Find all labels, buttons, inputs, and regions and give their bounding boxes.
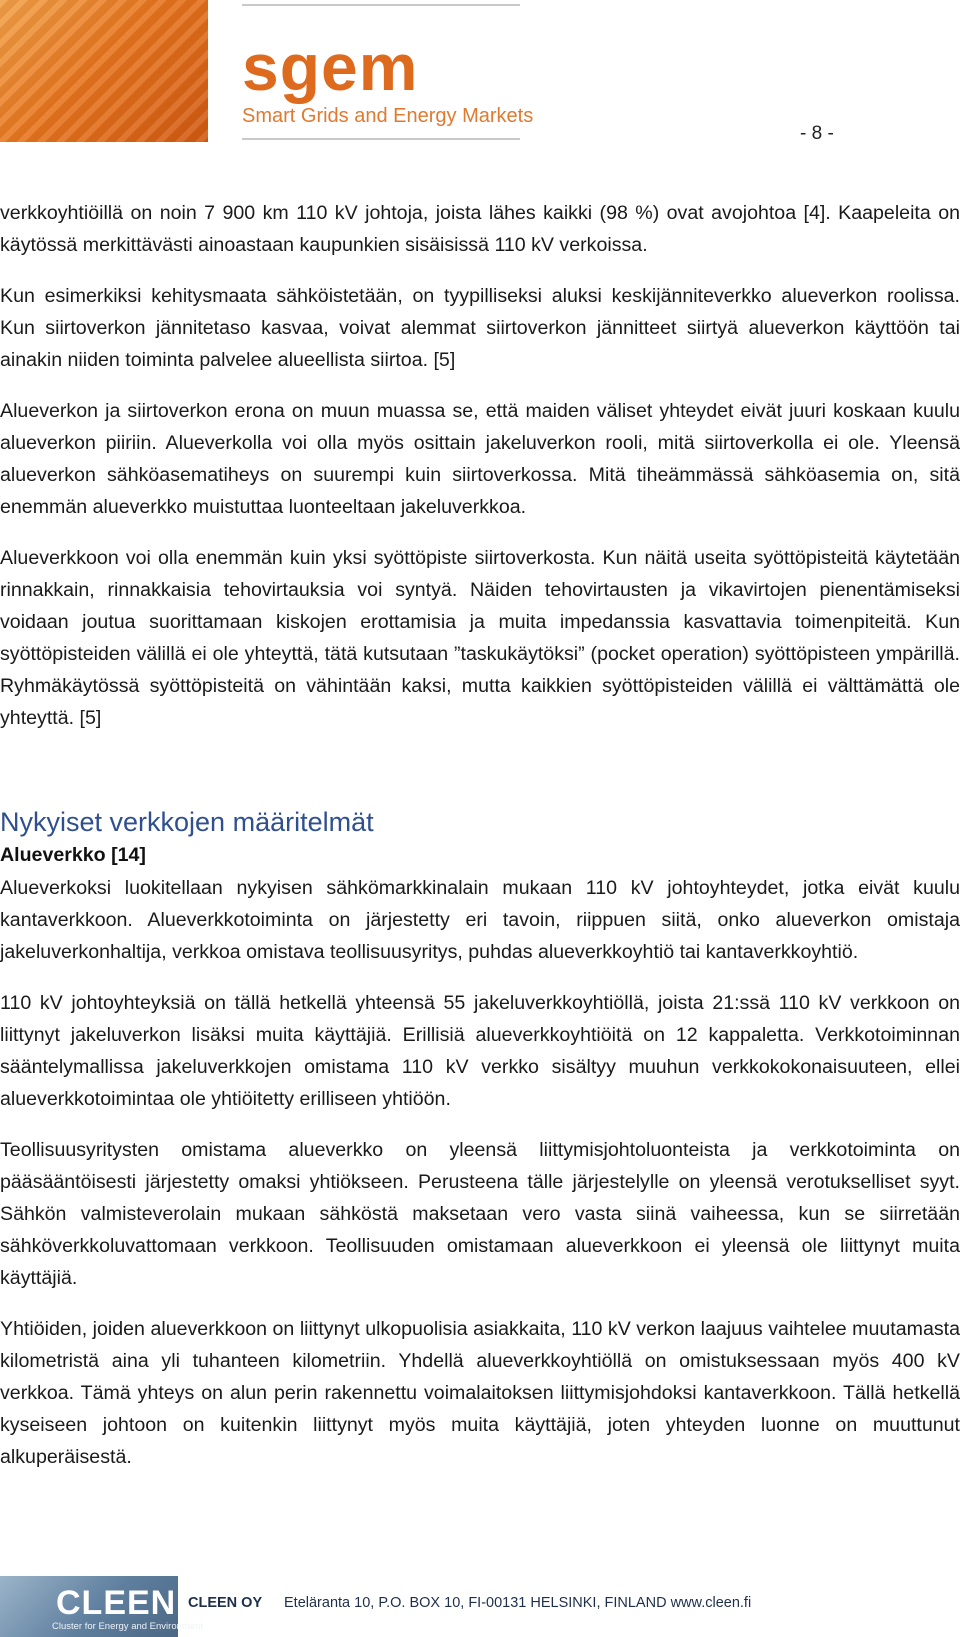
cleen-logo-subtitle: Cluster for Energy and Environment <box>52 1621 204 1632</box>
page-footer <box>0 1576 960 1637</box>
section-spacer <box>0 753 960 804</box>
section-paragraph: Alueverkoksi luokitellaan nykyisen sähkömarkkinalain mukaan 110 kV johtoyhteydet, jotka eivät kuulu kantaverkkoon. Alueverkkotoiminta on järjestetty eri tavoin, riippuen siitä, onko alueverkon omistaja jakeluverkonhaltija, verkkoa omistava teollisuusyritys, puhdas alueverkkoyhtiö tai kantaverkkoyhtiö. <box>0 877 960 963</box>
page-number: - 8 - <box>800 123 834 144</box>
section-paragraph: 110 kV johtoyhteyksiä on tällä hetkellä yhteensä 55 jakeluverkkoyhtiöllä, joista 21:ssä 110 kV verkkoon on liittynyt jakeluverkon lisäksi muita käyttäjiä. Erillisiä alueverkkoyhtiöitä on 12 kappaletta. Verkkotoiminnan sääntelymallissa jakeluverkkojen omistama 110 kV verkko sisältyy muuhun verkkokokonaisuuteen, ellei alueverkkotoimintaa ole yhtiöitetty erilliseen yhtiöön. <box>0 992 960 1110</box>
section-title: Nykyiset verkkojen määritelmät <box>0 807 374 837</box>
page-header <box>0 0 960 150</box>
cleen-logo-wordmark: CLEEN <box>56 1584 177 1622</box>
footer-address: Eteläranta 10, P.O. BOX 10, FI-00131 HELSINKI, FINLAND www.cleen.fi <box>284 1595 752 1611</box>
footer-company: CLEEN OY <box>188 1595 263 1611</box>
body-paragraph: Kun esimerkiksi kehitysmaata sähköistetään, on tyypilliseksi aluksi keskijänniteverkko alueverkon roolissa. Kun siirtoverkon jännitetaso kasvaa, voivat alemmat siirtoverkon jännitteet siirtyä alueverkon käyttöön tai ainakin niiden toiminta palvelee alueellista siirtoa. [5] <box>0 285 960 371</box>
subheading: Alueverkko [14] <box>0 844 146 866</box>
section-paragraph: Teollisuusyritysten omistama alueverkko on yleensä liittymisjohtoluonteista ja verkkotoiminta on pääsääntöisesti järjestetty omaksi yhtiökseen. Perusteena tälle järjestelylle on yleensä verotukselliset syyt. Sähkön valmisteverolain mukaan sähköstä maksetaan vero vasta siinä vaiheessa, kun se siirretään sähköverkkoluvattomaan verkkoon. Teollisuuden omistamaan alueverkkoon ei yleensä ole liittynyt muita käyttäjiä. <box>0 1139 960 1289</box>
body-paragraph: verkkoyhtiöillä on noin 7 900 km 110 kV johtoja, joista lähes kaikki (98 %) ovat avojohtoa [4]. Kaapeleita on käytössä merkittävästi ainoastaan kaupunkien sisäisissä 110 kV verkoissa. <box>0 202 960 256</box>
body-paragraph: Alueverkon ja siirtoverkon erona on muun muassa se, että maiden väliset yhteydet eivät juuri koskaan kuulu alueverkon piiriin. Alueverkolla voi olla myös osittain jakeluverkon rooli, mitä siirtoverkolla ei ole. Yleensä alueverkon sähköasematiheys on suurempi kuin siirtoverkossa. Mitä tiheämmässä sähköasemia on, sitä enemmän alueverkko muistuttaa luonteeltaan jakeluverkkoa. <box>0 400 960 518</box>
logo-divider-bottom <box>242 138 520 140</box>
body-paragraph: Alueverkkoon voi olla enemmän kuin yksi syöttöpiste siirtoverkosta. Kun näitä useita syöttöpisteitä käytetään rinnakkain, rinnakkaisia tehovirtauksia voi syntyä. Näiden tehovirtausten ja vikavirtojen pienentämiseksi voidaan joutua suorittamaan kiskojen erottamisia ja muita impedanssia kasvattavia toimenpiteitä. Kun syöttöpisteiden välillä ei ole yhteyttä, tätä kutsutaan ”taskukäytöksi” (pocket operation) syöttöpisteen ympärillä. Ryhmäkäytössä syöttöpisteitä on vähintään kaksi, mutta kaikkien syöttöpisteiden välillä ei välttämättä ole yhteyttä. [5] <box>0 547 960 729</box>
sgem-logo-image <box>0 0 208 142</box>
sgem-logo-wordmark: sgem <box>242 30 419 104</box>
document-body <box>0 197 960 1492</box>
cleen-logo <box>0 1576 204 1637</box>
logo-divider-top <box>242 4 520 6</box>
section-paragraph: Yhtiöiden, joiden alueverkkoon on liittynyt ulkopuolisia asiakkaita, 110 kV verkon laajuus vaihtelee muutamasta kilometristä aina yli tuhanteen kilometriin. Yhdellä alueverkkoyhtiöllä on omistuksessaan myös 400 kV verkkoa. Tämä yhteys on alun perin rakennettu voimalaitoksen liittymisjohdoksi kantaverkkoon. Tällä hetkellä kyseiseen johtoon on kuitenkin liittynyt myös muita käyttäjiä, joten yhteyden luonne on muuttunut alkuperäisestä. <box>0 1318 960 1468</box>
sgem-logo-subtitle: Smart Grids and Energy Markets <box>242 105 534 127</box>
